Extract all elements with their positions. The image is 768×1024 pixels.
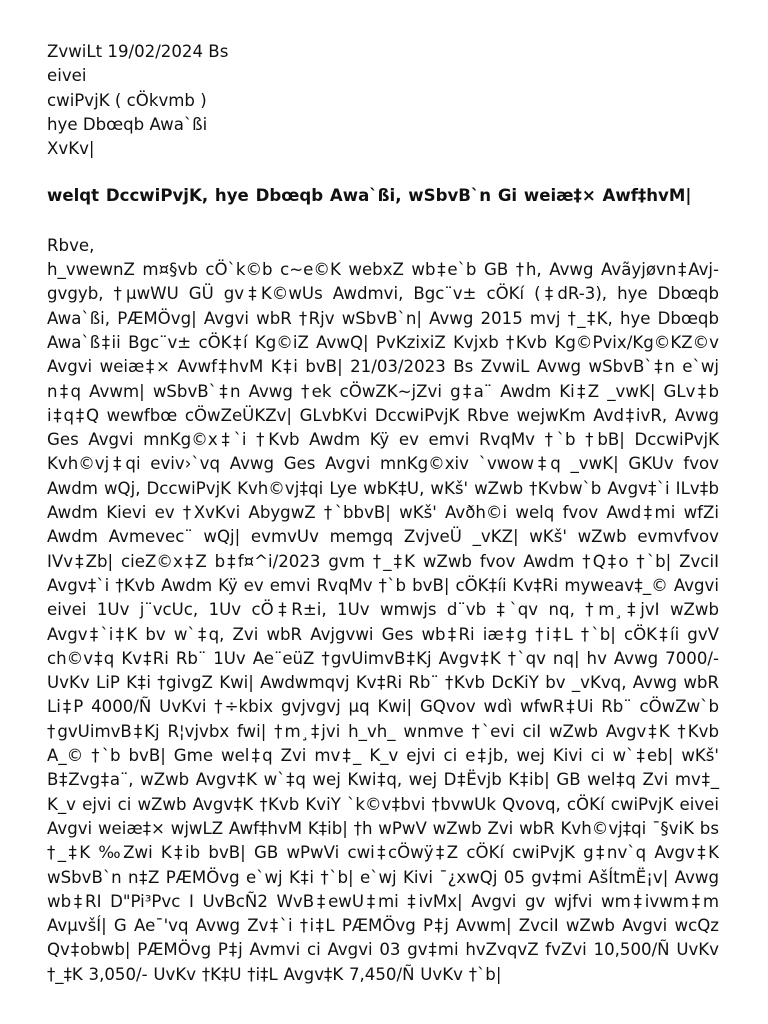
- recipient-department: hye Dbœqb Awa`ßi: [47, 114, 208, 134]
- recipient-salutation: eivei: [47, 66, 87, 86]
- letter-subject: welqt DccwiPvjK, hye Dbœqb Awa`ßi, wSbvB`n Gi weiæ‡× Awf‡hvM|: [47, 186, 692, 206]
- recipient-city: XvKv|: [47, 139, 95, 159]
- recipient-title: cwiPvjK ( cÖkvmb ): [47, 90, 207, 110]
- letter-greeting: Rbve,: [47, 235, 95, 255]
- letter-page: [47, 40, 719, 987]
- letter-header: [47, 40, 719, 161]
- letter-body: h_vwewnZ m¤§vb cÖ`k©b c~e©K webxZ wb‡e`b GB †h, Avwg Avãyjøvn‡Avj-gvgyb, †µwWU GÜ gv‡K©wUs Awdmvi, Bgc¨v± cÖKí (‡dR-3), hye Dbœqb Awa`ßi, PÆMÖvg| Avgvi wbR †Rjv wSbvB`n| Avwg 2015 mvj †_‡K, hye Dbœqb Awa`ß‡ii Bgc¨v± cÖK‡í Kg©iZ AvwQ| PvKzixiZ Kvjxb †Kvb Kg©Pvix/Kg©KZ©v Avgvi weiæ‡× Avwf‡hvM K‡i bvB| 21/03/2023 Bs ZvwiL Avwg wSbvB`‡n e`wj n‡q Avwm| wSbvB`‡n Avwg †ek cÖwZK~jZvi g‡a¨ Awdm Ki‡Z _vwK| GLv‡b i‡q‡Q wewfbœ cÖwZeÜKZv| GLvbKvi DccwiPvjK Rbve wejwKm Avd‡ivR, Avwg Ges Avgvi mnKg©x‡`i †Kvb Awdm Kÿ ev emvi RvqMv †`b †bB| DccwiPvjK Kvh©vj‡qi eviv›`vq Avwg Ges Avgvi mnKg©xiv `vwow‡q _vwK| GKUv fvov Awdm wQj, DccwiPvjK Kvh©vj‡qi Lye wbK‡U, wKš' wZwb †Kvbw`b Avgv‡`i ILv‡b Awdm Kievi ev †XvKvi AbygwZ †`bbvB| wKš' Avðh©i welq fvov Awd‡mi wfZi Awdm Avmevec¨ wQj| evmvUv memgq ZvjveÜ _vKZ| wKš' wZwb evmvfvov IVv‡Zb| cieZ©x‡Z b‡f¤^i/2023 gvm †_‡K wZwb fvov Awdm †Q‡o †`b| ZvciI Avgv‡`i †Kvb Awdm Kÿ ev emvi RvqMv †`b bvB| cÖK‡íi Kv‡Ri myweav‡_© Avgvi eivei 1Uv j¨vcUc, 1Uv cÖ‡R±i, 1Uv wmwjs d¨vb ‡`qv nq, †m¸‡jvI wZwb Avgv‡`i‡K bv w`‡q, Zvi wbR Avjgvwi Ges wb‡Ri iæ‡g †i‡L †`b| cÖK‡íi gvV ch©v‡q Kv‡Ri Rb¨ 1Uv Ae¨eüZ †gvUimvB‡Kj Avgv‡K †`qv nq| hv Avwg 7000/- UvKv LiP K‡i †givgZ Kwi| Awdwmqvj Kv‡Ri Rb¨ †Kvb DcKiY bv _vKvq, Avwg wbR Li‡P 4000/Ñ UvKvi †÷kbix gvjvgvj µq Kwi| GQvov wdì wfwR‡Ui Rb¨ cÖwZw`b †gvUimvB‡Kj R¦vjvbx fwi| †m¸‡jvi h_vh_ wnmve †`evi ciI wZwb Avgv‡K †Kvb A_© †`b bvB| Gme wel‡q Zvi mv‡_ K_v ejvi ci e‡jb, wej Kivi ci w`‡eb| wKš' B‡Zvg‡a¨, wZwb Avgv‡K w`‡q wej Kwi‡q, wej D‡Ëvjb K‡ib| GB wel‡q Zvi mv‡_ K_v ejvi ci wZwb Avgv‡K †Kvb KviY `k©v‡bvi †bvwUk Qvovq, cÖKí cwiPvjK eivei Avgvi weiæ‡× wjwLZ Awf‡hvM K‡ib| †h wPwV wZwb Zvi wbR Kvh©vj‡qi ¯§viK bs †_‡K ‰Zwi K‡ib bvB| GB wPwVi cwi‡cÖwÿ‡Z cÖKí cwiPvjK g‡nv`q Avgv‡K wSbvB`n n‡Z PÆMÖvg e`wj K‡i †`b| e`wj Kivi ¯¿xwQj 05 gv‡mi AšÍtmË¡v| Avwg wb‡RI D"Pi³Pvc I UvBcÑ2 WvB‡ewU‡mi ‡ivMx| Avgvi gv wjfvi wm‡ivwm‡m AvµvšÍ| G Ae¯'vq Avwg Zv‡`i †i‡L PÆMÖvg P‡j Avwm| ZvciI wZwb Avgvi wcQz Qv‡obwb| PÆMÖvg P‡j Avmvi ci Avgvi 03 gv‡mi hvZvqvZ fvZvi 10,500/Ñ UvKv †_‡K 3,050/- UvKv †K‡U †i‡L Avgv‡K 7,450/Ñ UvKv †`b|: [47, 260, 719, 984]
- letter-date: ZvwiLt 19/02/2024 Bs: [47, 42, 229, 61]
